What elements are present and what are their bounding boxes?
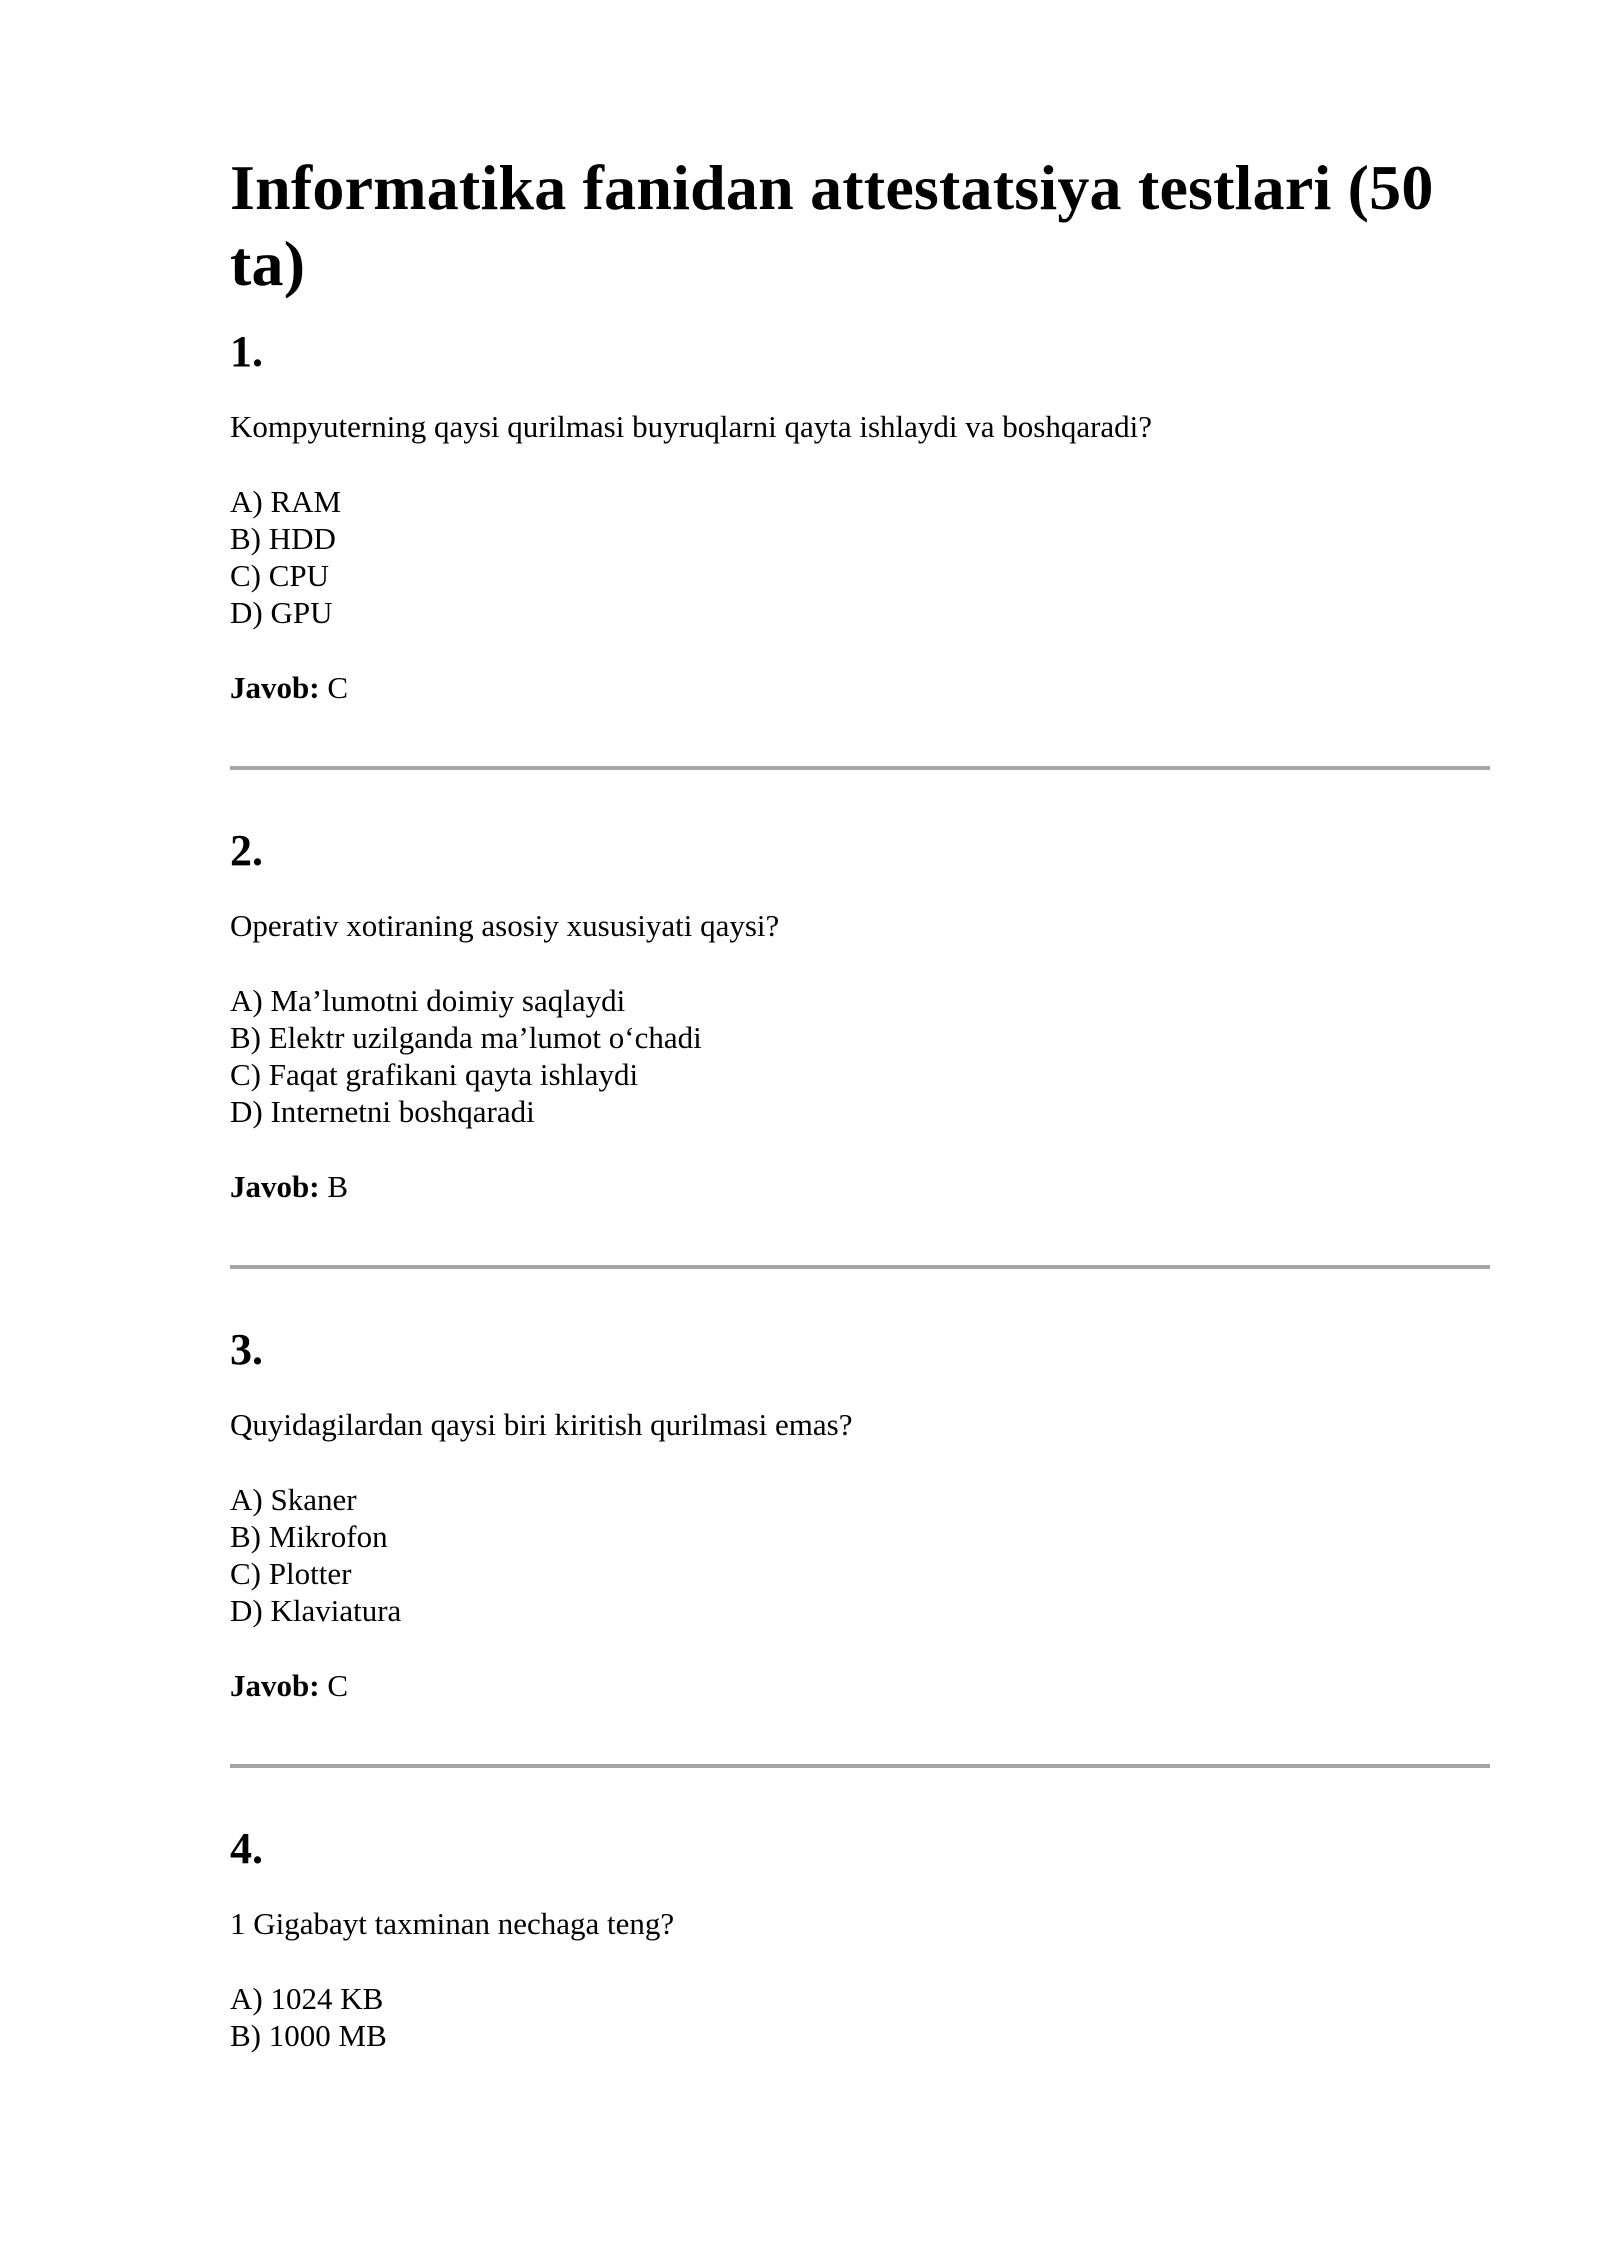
answer-value: C xyxy=(327,1668,349,1703)
option-list xyxy=(230,1980,1490,2054)
option-a: A) RAM xyxy=(230,484,342,519)
option-b: B) HDD xyxy=(230,521,336,556)
question-text: Quyidagilardan qaysi biri kiritish qurilmasi emas? xyxy=(230,1407,853,1442)
question-text: Kompyuterning qaysi qurilmasi buyruqlarni qayta ishlaydi va boshqaradi? xyxy=(230,409,1153,444)
question-divider xyxy=(230,1265,1490,1269)
question-2 xyxy=(230,825,1490,1205)
question-text: 1 Gigabayt taxminan nechaga teng? xyxy=(230,1906,675,1941)
option-a: A) 1024 KB xyxy=(230,1981,384,2016)
document-title: Informatika fanidan attestatsiya testlari (50 ta) xyxy=(230,152,1434,299)
question-number: 4. xyxy=(230,1824,263,1873)
option-b: B) Mikrofon xyxy=(230,1519,388,1554)
question-text: Operativ xotiraning asosiy xususiyati qaysi? xyxy=(230,908,780,943)
option-c: C) Plotter xyxy=(230,1556,352,1591)
question-divider xyxy=(230,1764,1490,1768)
answer-line xyxy=(230,669,1490,706)
option-list xyxy=(230,1481,1490,1629)
answer-line xyxy=(230,1667,1490,1704)
question-number: 1. xyxy=(230,327,263,376)
answer-line xyxy=(230,1168,1490,1205)
option-d: D) GPU xyxy=(230,595,333,630)
answer-value: B xyxy=(327,1169,349,1204)
option-d: D) Internetni boshqaradi xyxy=(230,1094,535,1129)
option-a: A) Ma’lumotni doimiy saqlaydi xyxy=(230,983,626,1018)
document-page xyxy=(230,150,1490,2054)
option-b: B) Elektr uzilganda ma’lumot o‘chadi xyxy=(230,1020,702,1055)
option-d: D) Klaviatura xyxy=(230,1593,402,1628)
answer-value: C xyxy=(327,670,349,705)
question-1 xyxy=(230,326,1490,706)
option-c: C) CPU xyxy=(230,558,330,593)
question-number: 3. xyxy=(230,1325,263,1374)
question-4 xyxy=(230,1823,1490,2054)
answer-label: Javob: xyxy=(230,670,320,705)
answer-label: Javob: xyxy=(230,1169,320,1204)
option-list xyxy=(230,982,1490,1130)
question-3 xyxy=(230,1324,1490,1704)
question-divider xyxy=(230,766,1490,770)
option-list xyxy=(230,483,1490,631)
option-b: B) 1000 MB xyxy=(230,2018,387,2053)
question-number: 2. xyxy=(230,826,263,875)
option-c: C) Faqat grafikani qayta ishlaydi xyxy=(230,1057,639,1092)
answer-label: Javob: xyxy=(230,1668,320,1703)
option-a: A) Skaner xyxy=(230,1482,357,1517)
